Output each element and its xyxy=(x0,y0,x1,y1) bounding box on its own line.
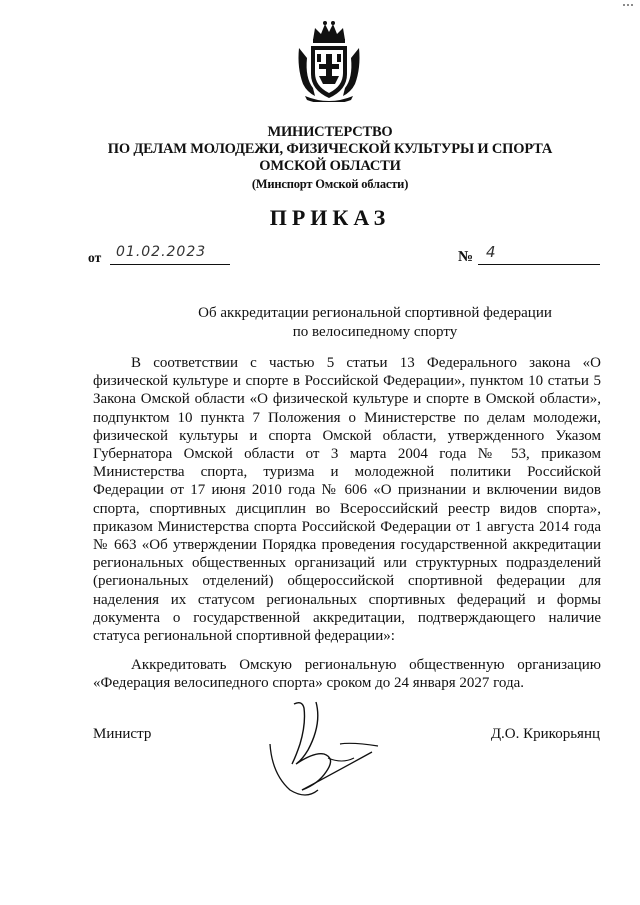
ministry-name-line1: МИНИСТЕРСТВО xyxy=(267,124,393,140)
date-label: от xyxy=(88,250,102,265)
subject-line1: Об аккредитации региональной спортивной федерации xyxy=(198,305,552,321)
omsk-coat-of-arms-icon xyxy=(295,18,363,102)
number-underline xyxy=(478,264,600,265)
document-subject xyxy=(180,304,570,342)
date-underline xyxy=(110,264,230,265)
signatory-title: Министр xyxy=(93,726,152,742)
ministry-name-line3: ОМСКОЙ ОБЛАСТИ xyxy=(259,158,401,174)
subject-line2: по велосипедному спорту xyxy=(292,324,458,340)
date-value: 01.02.2023 xyxy=(116,244,207,260)
ministry-name-line2: ПО ДЕЛАМ МОЛОДЕЖИ, ФИЗИЧЕСКОЙ КУЛЬТУРЫ И СПОРТА xyxy=(107,141,553,157)
body-paragraph: В соответствии с частью 5 статьи 13 Федерального закона «О физической культуре и спорте в Российской Федерации», пунктом 10 статьи 5 Закона Омской области «О физической культуре и спорте в Омской области», подпунктом 10 пункта 7 Положения о Министерстве по делам молодежи, физической культуры и спорта Омской области, утвержденного Указом Губернатора Омской области от 3 марта 2004 года № 53, приказом Министерства спорта, туризма и молодежной политики Российской Федерации от 17 июня 2010 года № 606 «О признании и включении видов спорта, спортивных дисциплин во Всероссийский реестр видов спорта», приказом Министерства спорта Российской Федерации от 1 августа 2014 года № 663 «Об утверждении Порядка проведения государственной аккредитации региональных общественных организаций или структурных подразделений (региональных отделений) общероссийской спортивной федерации для наделения их статусом региональных спортивных федераций и формы документа о государственной аккредитации, подтверждающего наличие статуса региональной спортивной федерации»: xyxy=(93,355,601,645)
number-value: 4 xyxy=(486,243,496,261)
corner-mark xyxy=(622,2,634,8)
order-paragraph: Аккредитовать Омскую региональную общественную организацию «Федерация велосипедного спорта» сроком до 24 января 2027 года. xyxy=(93,657,601,692)
signatory-name: Д.О. Крикорьянц xyxy=(490,726,600,742)
ministry-short-name: (Минспорт Омской области) xyxy=(251,177,409,191)
handwritten-signature xyxy=(262,694,382,814)
number-label: № xyxy=(458,249,474,265)
document-title: ПРИКАЗ xyxy=(269,205,391,230)
